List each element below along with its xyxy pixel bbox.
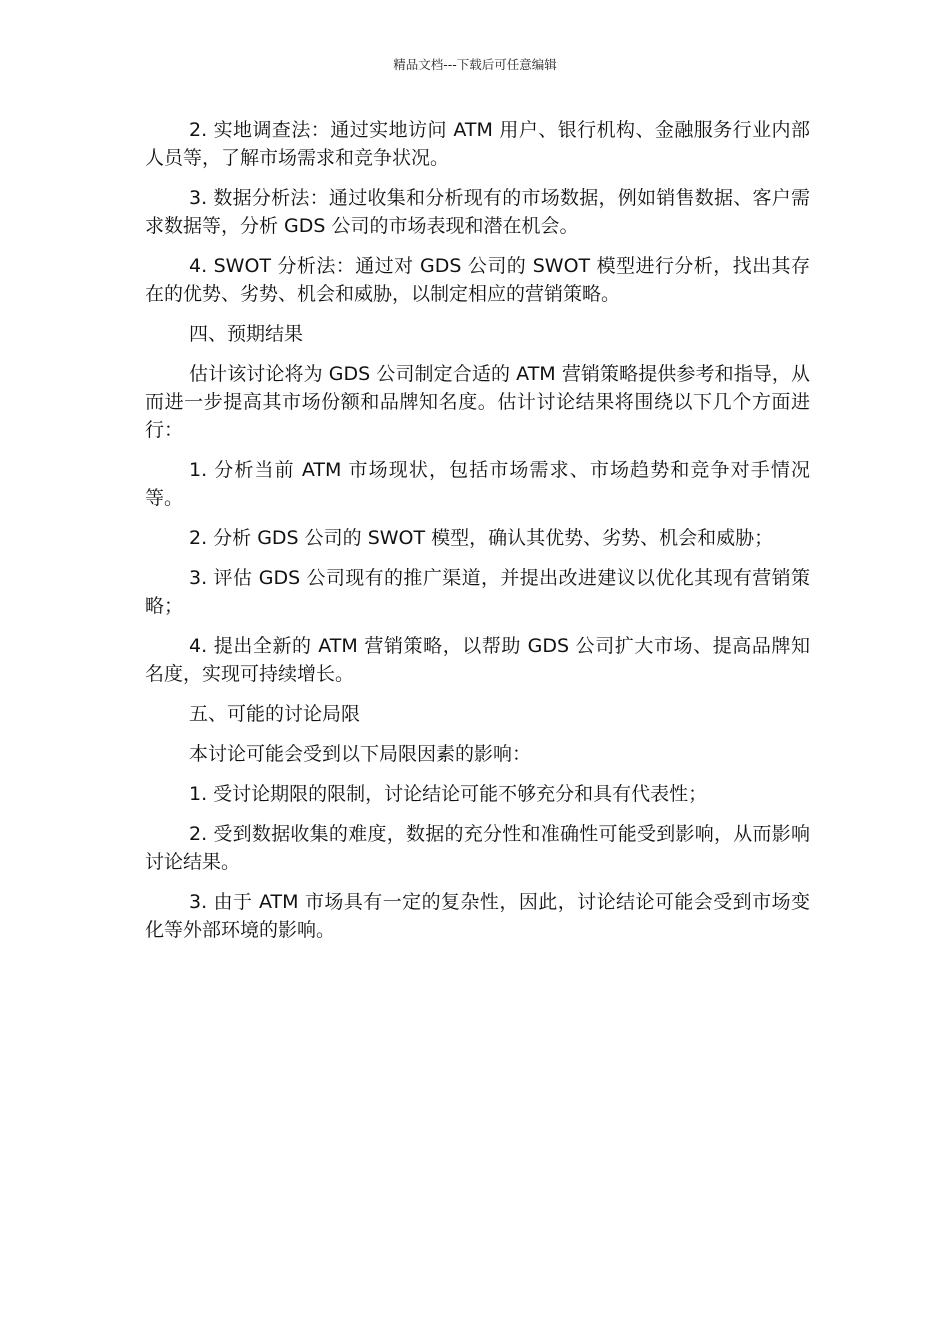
paragraph-expected-results-intro: 估计该讨论将为 GDS 公司制定合适的 ATM 营销策略提供参考和指导，从而进一步提高其市场份额和品牌知名度。估计讨论结果将围绕以下几个方面进行：: [145, 363, 810, 441]
paragraph-result-item-3: 3. 评估 GDS 公司现有的推广渠道，并提出改进建议以优化其现有营销策略；: [145, 567, 810, 617]
paragraph-method-data-analysis: 3. 数据分析法：通过收集和分析现有的市场数据，例如销售数据、客户需求数据等，分析 GDS 公司的市场表现和潜在机会。: [145, 187, 810, 237]
paragraph-method-field-survey: 2. 实地调查法：通过实地访问 ATM 用户、银行机构、金融服务行业内部人员等，了解市场需求和竞争状况。: [145, 119, 810, 169]
paragraph-limitation-item-1: 1. 受讨论期限的限制，讨论结论可能不够充分和具有代表性；: [189, 783, 708, 805]
section-heading-limitations: 五、可能的讨论局限: [189, 703, 361, 725]
paragraph-method-swot: 4. SWOT 分析法：通过对 GDS 公司的 SWOT 模型进行分析，找出其存在的优势、劣势、机会和威胁，以制定相应的营销策略。: [145, 255, 810, 305]
document-body: [145, 116, 810, 956]
paragraph-limitation-item-2: 2. 受到数据收集的难度，数据的充分性和准确性可能受到影响，从而影响讨论结果。: [145, 823, 810, 873]
section-heading-expected-results: 四、预期结果: [189, 323, 304, 345]
page-header: 精品文档---下载后可任意编辑: [393, 57, 557, 72]
paragraph-result-item-1: 1. 分析当前 ATM 市场现状，包括市场需求、市场趋势和竞争对手情况等。: [145, 459, 810, 509]
paragraph-limitation-item-3: 3. 由于 ATM 市场具有一定的复杂性，因此，讨论结论可能会受到市场变化等外部环境的影响。: [145, 891, 810, 941]
paragraph-limitations-intro: 本讨论可能会受到以下局限因素的影响：: [189, 743, 532, 765]
paragraph-result-item-4: 4. 提出全新的 ATM 营销策略，以帮助 GDS 公司扩大市场、提高品牌知名度，实现可持续增长。: [145, 635, 810, 685]
paragraph-result-item-2: 2. 分析 GDS 公司的 SWOT 模型，确认其优势、劣势、机会和威胁；: [189, 527, 774, 549]
